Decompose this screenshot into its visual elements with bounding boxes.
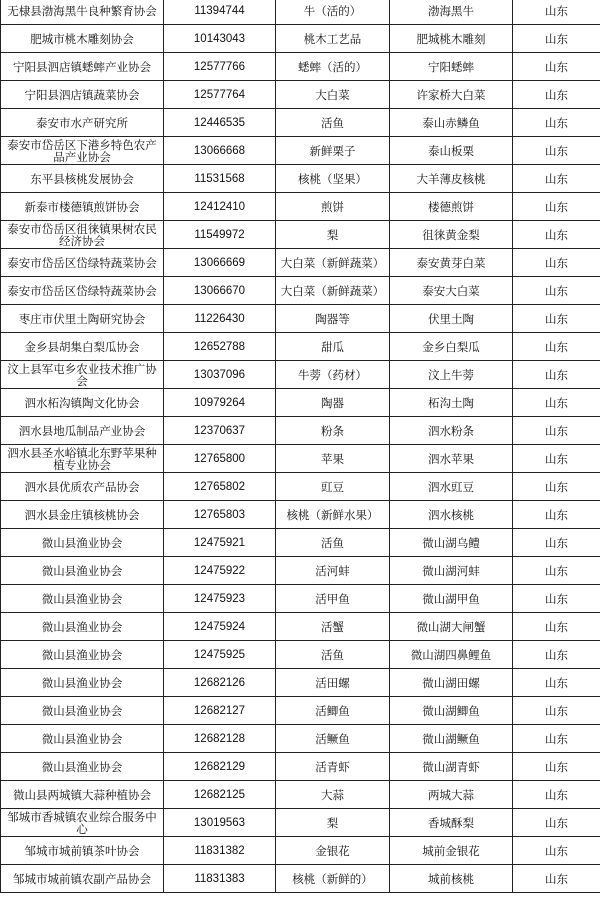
province-cell: 山东: [513, 585, 600, 613]
registration-number-cell: 12475922: [164, 557, 276, 585]
applicant-cell: 微山县渔业协会: [1, 585, 164, 613]
goods-cell: 活青虾: [276, 753, 390, 781]
province-cell: 山东: [513, 697, 600, 725]
trademark-name-cell: 汶上牛蒡: [390, 361, 513, 389]
applicant-cell: 泗水县优质农产品协会: [1, 473, 164, 501]
province-cell: 山东: [513, 725, 600, 753]
province-cell: 山东: [513, 221, 600, 249]
registration-number-cell: 12765802: [164, 473, 276, 501]
province-cell: 山东: [513, 137, 600, 165]
trademark-name-cell: 微山湖四鼻鲤鱼: [390, 641, 513, 669]
trademark-name-cell: 许家桥大白菜: [390, 81, 513, 109]
table-row: [1, 781, 600, 809]
table-row: [1, 669, 600, 697]
applicant-cell: 泰安市岱岳区徂徕镇果树农民经济协会: [1, 221, 164, 249]
trademark-name-cell: 金乡白梨瓜: [390, 333, 513, 361]
table-row: [1, 445, 600, 473]
applicant-cell: 微山县渔业协会: [1, 641, 164, 669]
trademark-name-cell: 徂徕黄金梨: [390, 221, 513, 249]
trademark-name-cell: 微山湖大闸蟹: [390, 613, 513, 641]
table-row: [1, 333, 600, 361]
province-cell: 山东: [513, 753, 600, 781]
applicant-cell: 泗水县金庄镇核桃协会: [1, 501, 164, 529]
goods-cell: 新鲜栗子: [276, 137, 390, 165]
trademark-name-cell: 城前核桃: [390, 865, 513, 893]
registration-number-cell: 13037096: [164, 361, 276, 389]
trademark-name-cell: 两城大蒜: [390, 781, 513, 809]
registration-number-cell: 11226430: [164, 305, 276, 333]
trademark-name-cell: 城前金银花: [390, 837, 513, 865]
registration-number-cell: 10979264: [164, 389, 276, 417]
registration-number-cell: 12475923: [164, 585, 276, 613]
registration-number-cell: 11831382: [164, 837, 276, 865]
goods-cell: 梨: [276, 221, 390, 249]
applicant-cell: 微山县渔业协会: [1, 697, 164, 725]
registration-number-cell: 12682128: [164, 725, 276, 753]
table-row: [1, 697, 600, 725]
table-row: [1, 865, 600, 893]
table-row: [1, 501, 600, 529]
goods-cell: 甜瓜: [276, 333, 390, 361]
applicant-cell: 东平县核桃发展协会: [1, 165, 164, 193]
applicant-cell: 微山县渔业协会: [1, 725, 164, 753]
goods-cell: 蟋蟀（活的）: [276, 53, 390, 81]
province-cell: 山东: [513, 389, 600, 417]
goods-cell: 活鱼: [276, 529, 390, 557]
registration-number-cell: 12765800: [164, 445, 276, 473]
goods-cell: 活鳜鱼: [276, 725, 390, 753]
table-row: [1, 837, 600, 865]
trademark-name-cell: 微山湖乌鳢: [390, 529, 513, 557]
goods-cell: 大蒜: [276, 781, 390, 809]
table-row: [1, 585, 600, 613]
province-cell: 山东: [513, 25, 600, 53]
table-row: [1, 725, 600, 753]
trademark-name-cell: 泰山赤鳞鱼: [390, 109, 513, 137]
applicant-cell: 无棣县渤海黑牛良种繁育协会: [1, 0, 164, 25]
province-cell: 山东: [513, 361, 600, 389]
registration-number-cell: 12475925: [164, 641, 276, 669]
applicant-cell: 微山县渔业协会: [1, 529, 164, 557]
goods-cell: 大白菜: [276, 81, 390, 109]
goods-cell: 桃木工艺品: [276, 25, 390, 53]
registration-number-cell: 13066668: [164, 137, 276, 165]
province-cell: 山东: [513, 333, 600, 361]
table-row: [1, 53, 600, 81]
table-row: [1, 529, 600, 557]
goods-cell: 陶器: [276, 389, 390, 417]
province-cell: 山东: [513, 529, 600, 557]
registration-number-cell: 11549972: [164, 221, 276, 249]
applicant-cell: 微山县渔业协会: [1, 613, 164, 641]
registration-number-cell: 11394744: [164, 0, 276, 25]
registration-number-cell: 12412410: [164, 193, 276, 221]
applicant-cell: 肥城市桃木雕刻协会: [1, 25, 164, 53]
trademark-name-cell: 泰安黄芽白菜: [390, 249, 513, 277]
registration-number-cell: 13066670: [164, 277, 276, 305]
province-cell: 山东: [513, 249, 600, 277]
table-row: [1, 277, 600, 305]
table-row: [1, 641, 600, 669]
table-row: [1, 25, 600, 53]
registration-number-cell: 12475924: [164, 613, 276, 641]
trademark-name-cell: 泗水粉条: [390, 417, 513, 445]
trademark-name-cell: 柘沟土陶: [390, 389, 513, 417]
goods-cell: 大白菜（新鲜蔬菜）: [276, 249, 390, 277]
applicant-cell: 新泰市楼德镇煎饼协会: [1, 193, 164, 221]
table-row: [1, 557, 600, 585]
province-cell: 山东: [513, 641, 600, 669]
trademark-name-cell: 香城酥梨: [390, 809, 513, 837]
table-row: [1, 165, 600, 193]
province-cell: 山东: [513, 445, 600, 473]
goods-cell: 豇豆: [276, 473, 390, 501]
applicant-cell: 泰安市水产研究所: [1, 109, 164, 137]
applicant-cell: 邹城市城前镇茶叶协会: [1, 837, 164, 865]
goods-cell: 核桃（新鲜的）: [276, 865, 390, 893]
province-cell: 山东: [513, 305, 600, 333]
registration-number-cell: 10143043: [164, 25, 276, 53]
province-cell: 山东: [513, 0, 600, 25]
province-cell: 山东: [513, 417, 600, 445]
goods-cell: 活鱼: [276, 109, 390, 137]
table-row: [1, 137, 600, 165]
province-cell: 山东: [513, 165, 600, 193]
province-cell: 山东: [513, 837, 600, 865]
registration-number-cell: 12765803: [164, 501, 276, 529]
province-cell: 山东: [513, 53, 600, 81]
registration-number-cell: 11831383: [164, 865, 276, 893]
province-cell: 山东: [513, 669, 600, 697]
table-row: [1, 361, 600, 389]
applicant-cell: 金乡县胡集白梨瓜协会: [1, 333, 164, 361]
applicant-cell: 泗水县圣水峪镇北东野苹果种植专业协会: [1, 445, 164, 473]
goods-cell: 陶器等: [276, 305, 390, 333]
trademark-name-cell: 楼德煎饼: [390, 193, 513, 221]
province-cell: 山东: [513, 109, 600, 137]
trademark-name-cell: 微山湖鳜鱼: [390, 725, 513, 753]
table-row: [1, 221, 600, 249]
trademark-name-cell: 微山湖青虾: [390, 753, 513, 781]
table-body: [1, 0, 600, 893]
table-row: [1, 753, 600, 781]
goods-cell: 牛（活的）: [276, 0, 390, 25]
province-cell: 山东: [513, 501, 600, 529]
goods-cell: 活甲鱼: [276, 585, 390, 613]
registration-number-cell: 12446535: [164, 109, 276, 137]
registration-number-cell: 13019563: [164, 809, 276, 837]
applicant-cell: 宁阳县泗店镇蔬菜协会: [1, 81, 164, 109]
applicant-cell: 泰安市岱岳区岱绿特蔬菜协会: [1, 277, 164, 305]
goods-cell: 活鱼: [276, 641, 390, 669]
trademark-name-cell: 泰山板栗: [390, 137, 513, 165]
registration-number-cell: 12370637: [164, 417, 276, 445]
goods-cell: 活鲫鱼: [276, 697, 390, 725]
goods-cell: 煎饼: [276, 193, 390, 221]
applicant-cell: 泰安市岱岳区岱绿特蔬菜协会: [1, 249, 164, 277]
applicant-cell: 微山县渔业协会: [1, 669, 164, 697]
applicant-cell: 微山县渔业协会: [1, 557, 164, 585]
table-row: [1, 0, 600, 25]
applicant-cell: 微山县渔业协会: [1, 753, 164, 781]
applicant-cell: 泰安市岱岳区下港乡特色农产品产业协会: [1, 137, 164, 165]
goods-cell: 粉条: [276, 417, 390, 445]
goods-cell: 核桃（坚果）: [276, 165, 390, 193]
registration-number-cell: 12577764: [164, 81, 276, 109]
trademark-name-cell: 泗水豇豆: [390, 473, 513, 501]
table-row: [1, 389, 600, 417]
trademark-name-cell: 泰安大白菜: [390, 277, 513, 305]
table-row: [1, 249, 600, 277]
province-cell: 山东: [513, 277, 600, 305]
trademark-name-cell: 微山湖鲫鱼: [390, 697, 513, 725]
registration-number-cell: 12475921: [164, 529, 276, 557]
goods-cell: 活蟹: [276, 613, 390, 641]
table-row: [1, 109, 600, 137]
table-row: [1, 809, 600, 837]
registration-number-cell: 11531568: [164, 165, 276, 193]
table-row: [1, 305, 600, 333]
trademark-name-cell: 宁阳蟋蟀: [390, 53, 513, 81]
trademark-name-cell: 泗水苹果: [390, 445, 513, 473]
applicant-cell: 泗水柘沟镇陶文化协会: [1, 389, 164, 417]
trademark-name-cell: 微山湖甲鱼: [390, 585, 513, 613]
goods-cell: 活河蚌: [276, 557, 390, 585]
province-cell: 山东: [513, 473, 600, 501]
registration-number-cell: 12682129: [164, 753, 276, 781]
province-cell: 山东: [513, 613, 600, 641]
goods-cell: 大白菜（新鲜蔬菜）: [276, 277, 390, 305]
province-cell: 山东: [513, 809, 600, 837]
trademark-name-cell: 伏里土陶: [390, 305, 513, 333]
table-row: [1, 473, 600, 501]
table-row: [1, 193, 600, 221]
applicant-cell: 宁阳县泗店镇蟋蟀产业协会: [1, 53, 164, 81]
trademark-name-cell: 泗水核桃: [390, 501, 513, 529]
applicant-cell: 邹城市城前镇农副产品协会: [1, 865, 164, 893]
registration-number-cell: 13066669: [164, 249, 276, 277]
applicant-cell: 泗水县地瓜制品产业协会: [1, 417, 164, 445]
registration-number-cell: 12577766: [164, 53, 276, 81]
province-cell: 山东: [513, 557, 600, 585]
trademark-name-cell: 大羊薄皮核桃: [390, 165, 513, 193]
province-cell: 山东: [513, 781, 600, 809]
province-cell: 山东: [513, 193, 600, 221]
table-row: [1, 613, 600, 641]
goods-cell: 苹果: [276, 445, 390, 473]
goods-cell: 核桃（新鲜水果）: [276, 501, 390, 529]
applicant-cell: 微山县两城镇大蒜种植协会: [1, 781, 164, 809]
registration-number-cell: 12682127: [164, 697, 276, 725]
trademark-name-cell: 肥城桃木雕刻: [390, 25, 513, 53]
trademark-name-cell: 渤海黑牛: [390, 0, 513, 25]
goods-cell: 梨: [276, 809, 390, 837]
registration-number-cell: 12682126: [164, 669, 276, 697]
goods-cell: 金银花: [276, 837, 390, 865]
registration-number-cell: 12652788: [164, 333, 276, 361]
applicant-cell: 汶上县军屯乡农业技术推广协会: [1, 361, 164, 389]
applicant-cell: 枣庄市伏里土陶研究协会: [1, 305, 164, 333]
trademark-name-cell: 微山湖河蚌: [390, 557, 513, 585]
table-row: [1, 417, 600, 445]
province-cell: 山东: [513, 81, 600, 109]
goods-cell: 活田螺: [276, 669, 390, 697]
trademark-name-cell: 微山湖田螺: [390, 669, 513, 697]
goods-cell: 牛蒡（药材）: [276, 361, 390, 389]
registration-number-cell: 12682125: [164, 781, 276, 809]
table-row: [1, 81, 600, 109]
applicant-cell: 邹城市香城镇农业综合服务中心: [1, 809, 164, 837]
province-cell: 山东: [513, 865, 600, 893]
